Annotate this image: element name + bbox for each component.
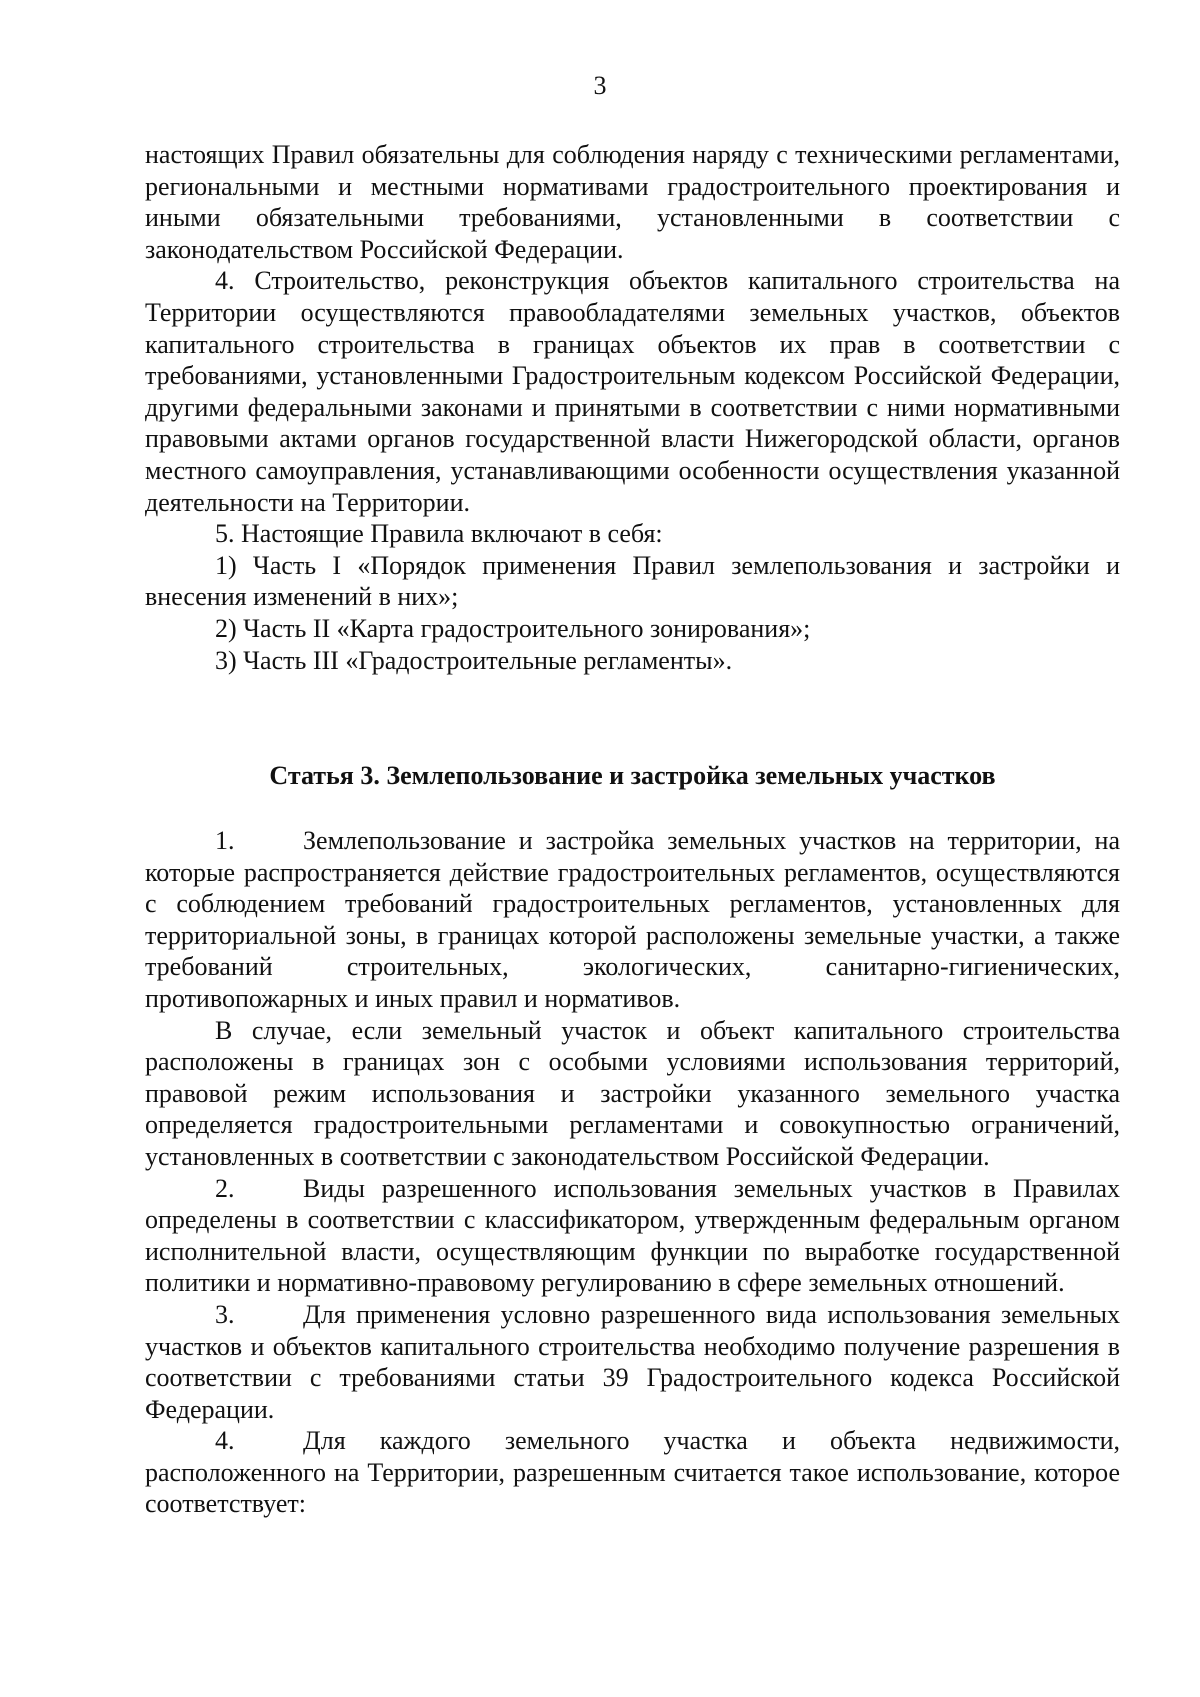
article-item-4 (145, 1425, 1120, 1520)
item-number: 2. (215, 1173, 235, 1203)
list-item-part-3: 3) Часть III «Градостроительные регламенты». (215, 645, 733, 675)
paragraph-5: 5. Настоящие Правила включают в себя: (215, 519, 663, 549)
section-continued (145, 139, 1120, 676)
item-text: Виды разрешенного использования земельных участков в Правилах определены в соответствии с классификатором, утвержденным федеральным органом исполнительной власти, осуществляющим функции по выработке государственной политики и нормативно-правовому регулированию в сфере земельных отношений. (145, 1173, 1120, 1298)
item-text: Для применения условно разрешенного вида использования земельных участков и объектов капитального строительства необходимо получение разрешения в соответствии с требованиями статьи 39 Градостроительного кодекса Российской Федерации. (145, 1299, 1120, 1424)
list-item-part-2: 2) Часть II «Карта градостроительного зонирования»; (215, 613, 811, 643)
article-item-1 (145, 825, 1120, 1015)
article-item-2 (145, 1173, 1120, 1299)
item-number: 1. (215, 826, 235, 855)
item-text: В случае, если земельный участок и объект капитального строительства расположены в границах зон с особыми условиями использования территорий, правовой режим использования и застройки указанного земельного участка определяется градостроительными регламентами и совокупностью ограничений, установленных в соответствии с законодательством Российской Федерации. (145, 1015, 1120, 1171)
item-text: Землепользование и застройка земельных участков на территории, на которые распространяется действие градостроительных регламентов, осуществляются с соблюдением требований градостроительных регламентов, установленных для территориальной зоны, в границах которой расположены земельные участки, а также требований строительных, экологических, санитарно-гигиенических, противопожарных и иных правил и нормативов. (145, 826, 1120, 1013)
article-heading: Статья 3. Землепользование и застройка земельных участков (269, 761, 996, 790)
paragraph-4: 4. Строительство, реконструкция объектов капитального строительства на Территории осуществляются правообладателями земельных участков, объектов капитального строительства в границах объектов их прав в соответствии с требованиями, установленными Градостроительным кодексом Российской Федерации, другими федеральными законами и принятыми в соответствии с ними нормативными правовыми актами органов государственной власти Нижегородской области, органов местного самоуправления, устанавливающими особенности осуществления указанной деятельности на Территории. (145, 266, 1120, 517)
list-item-part-1: 1) Часть I «Порядок применения Правил землепользования и застройки и внесения изменений в них»; (145, 550, 1120, 612)
article-item-1-note (145, 1015, 1120, 1173)
item-text: Для каждого земельного участка и объекта недвижимости, расположенного на Территории, разрешенным считается такое использование, которое соответствует: (145, 1426, 1120, 1519)
item-number: 3. (215, 1299, 235, 1329)
paragraph-continued: настоящих Правил обязательны для соблюдения наряду с техническими регламентами, региональными и местными нормативами градостроительного проектирования и иными обязательными требованиями, установленными в соответствии с законодательством Российской Федерации. (145, 140, 1120, 264)
article-3-body (145, 825, 1120, 1520)
article-item-3 (145, 1299, 1120, 1425)
page-number: 3 (593, 71, 607, 100)
item-number: 4. (215, 1426, 235, 1456)
